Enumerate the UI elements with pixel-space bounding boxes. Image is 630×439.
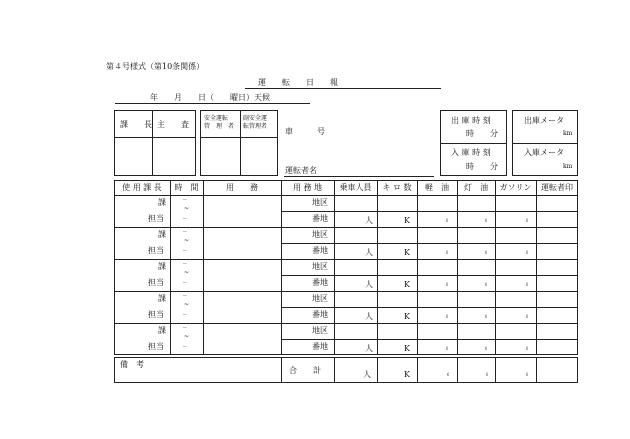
table-row-divider [114, 227, 578, 228]
table-column-divider [203, 180, 204, 355]
entry-meter-label: 入庫メータ [524, 148, 564, 157]
column-header: 時 間 [174, 183, 199, 192]
time-end-mark: -- [183, 248, 187, 254]
address-label: 番地 [312, 214, 328, 223]
row-tanto-label: 担当 [148, 214, 164, 223]
row-split-line [281, 243, 334, 244]
time-tilde: ~ [184, 333, 190, 340]
table-row-divider [114, 259, 578, 260]
deputy-manager-label-1: 副安全運 [243, 115, 268, 122]
km-unit: K [404, 216, 410, 225]
gasoline-unit: ℓ [526, 250, 529, 256]
row-tanto-label: 担当 [148, 310, 164, 319]
summary-divider [417, 357, 418, 383]
area-label: 地区 [312, 262, 328, 271]
summary-divider [377, 357, 378, 383]
row-split-line [281, 211, 334, 212]
safety-manager-label-2: 管 理 者 [204, 123, 235, 130]
departure-meter-unit: km [563, 130, 573, 137]
time-end-mark: -- [183, 216, 187, 222]
person-unit: 人 [365, 280, 373, 289]
time-end-mark: -- [183, 344, 187, 350]
row-ka-label: 課 [158, 198, 166, 207]
approval-divider [200, 137, 278, 138]
diesel-unit: ℓ [446, 314, 449, 320]
entry-minute-label: 時 分 [466, 162, 498, 171]
approval-divider [240, 110, 241, 176]
kerosene-unit: ℓ [485, 218, 488, 224]
table-row-divider [114, 323, 578, 324]
gasoline-unit: ℓ [526, 218, 529, 224]
shusa-label: 主 査 [157, 120, 189, 129]
table-column-divider [281, 180, 282, 355]
kerosene-unit: ℓ [485, 314, 488, 320]
address-label: 番地 [312, 310, 328, 319]
person-unit: 人 [365, 344, 373, 353]
km-unit: K [404, 280, 410, 289]
departure-time-label: 出 庫 時 刻 [451, 116, 491, 125]
time-box-divider [440, 143, 507, 144]
approval-divider [114, 137, 196, 138]
row-ka-label: 課 [158, 294, 166, 303]
column-header: 灯 油 [464, 183, 488, 192]
kacho-label: 課 長 [120, 120, 152, 129]
column-header: ガソリン [499, 183, 532, 192]
table-column-divider [536, 180, 537, 355]
approval-divider [152, 110, 153, 176]
departure-meter-label: 出庫メータ [524, 116, 564, 125]
column-header: 用 務 地 [292, 183, 323, 192]
summary-box [114, 357, 578, 383]
area-label: 地区 [312, 294, 328, 303]
time-tilde: ~ [184, 301, 190, 308]
title-underline [245, 88, 441, 89]
form-label: 第４号様式（第10条関係） [106, 62, 205, 71]
row-tanto-label: 担当 [148, 342, 164, 351]
gasoline-unit: ℓ [526, 314, 529, 320]
summary-divider [495, 357, 496, 383]
entry-meter-unit: km [563, 163, 573, 170]
table-column-divider [334, 180, 335, 355]
total-kerosene-unit: ℓ [486, 372, 489, 378]
summary-divider [457, 357, 458, 383]
driver-name-label: 運転者名 [285, 166, 317, 175]
row-ka-label: 課 [158, 326, 166, 335]
km-unit: K [404, 248, 410, 257]
time-end-mark: -- [183, 312, 187, 318]
time-start-mark: -- [183, 261, 187, 267]
diesel-unit: ℓ [446, 346, 449, 352]
row-ka-label: 課 [158, 230, 166, 239]
time-start-mark: -- [183, 325, 187, 331]
entry-time-label: 入 庫 時 刻 [451, 148, 491, 157]
diesel-unit: ℓ [446, 250, 449, 256]
column-header: 乗車人員 [339, 183, 372, 192]
summary-divider [281, 357, 282, 383]
summary-divider [536, 357, 537, 383]
column-header: 使 用 課 長 [122, 183, 162, 192]
meter-box-divider [512, 143, 578, 144]
kerosene-unit: ℓ [485, 282, 488, 288]
total-km-unit: K [404, 370, 410, 379]
table-row-divider [114, 291, 578, 292]
time-start-mark: -- [183, 229, 187, 235]
address-label: 番地 [312, 342, 328, 351]
row-tanto-label: 担当 [148, 246, 164, 255]
time-tilde: ~ [184, 205, 190, 212]
person-unit: 人 [365, 216, 373, 225]
safety-manager-label-1: 安全運転 [204, 115, 229, 122]
km-unit: K [404, 312, 410, 321]
row-tanto-label: 担当 [148, 278, 164, 287]
address-label: 番地 [312, 246, 328, 255]
date-underline [115, 103, 310, 104]
departure-minute-label: 時 分 [466, 129, 498, 138]
column-header: 軽 油 [425, 183, 449, 192]
table-column-divider [377, 180, 378, 355]
area-label: 地区 [312, 198, 328, 207]
column-header: キ ロ 数 [382, 183, 412, 192]
total-gasoline-unit: ℓ [526, 372, 529, 378]
diesel-unit: ℓ [446, 282, 449, 288]
area-label: 地区 [312, 326, 328, 335]
kerosene-unit: ℓ [485, 250, 488, 256]
address-label: 番地 [312, 278, 328, 287]
gasoline-unit: ℓ [526, 282, 529, 288]
person-unit: 人 [365, 312, 373, 321]
deputy-manager-label-2: 転管理者 [243, 123, 268, 130]
row-ka-label: 課 [158, 262, 166, 271]
row-split-line [281, 339, 334, 340]
time-tilde: ~ [184, 237, 190, 244]
table-column-divider [457, 180, 458, 355]
remarks-label: 備 考 [120, 360, 144, 369]
table-column-divider [417, 180, 418, 355]
area-label: 地区 [312, 230, 328, 239]
gasoline-unit: ℓ [526, 346, 529, 352]
table-column-divider [495, 180, 496, 355]
person-unit: 人 [365, 248, 373, 257]
km-unit: K [404, 344, 410, 353]
time-tilde: ~ [184, 269, 190, 276]
time-start-mark: -- [183, 197, 187, 203]
column-header: 運転者印 [541, 183, 573, 192]
total-person-unit: 人 [363, 370, 371, 379]
total-diesel-unit: ℓ [447, 372, 450, 378]
driver-underline [284, 176, 434, 177]
row-split-line [281, 275, 334, 276]
total-label: 合 計 [289, 366, 321, 375]
table-column-divider [170, 180, 171, 355]
summary-divider [334, 357, 335, 383]
kerosene-unit: ℓ [485, 346, 488, 352]
diesel-unit: ℓ [446, 218, 449, 224]
row-split-line [281, 307, 334, 308]
table-header-divider [114, 195, 578, 196]
column-header: 用 務 [226, 183, 258, 192]
report-title: 運 転 日 報 [258, 78, 338, 87]
date-weather-line: 年 月 日（ 曜日）天候 [150, 93, 270, 102]
time-start-mark: -- [183, 293, 187, 299]
vehicle-number-label: 車 号 [285, 127, 325, 136]
time-end-mark: -- [183, 280, 187, 286]
